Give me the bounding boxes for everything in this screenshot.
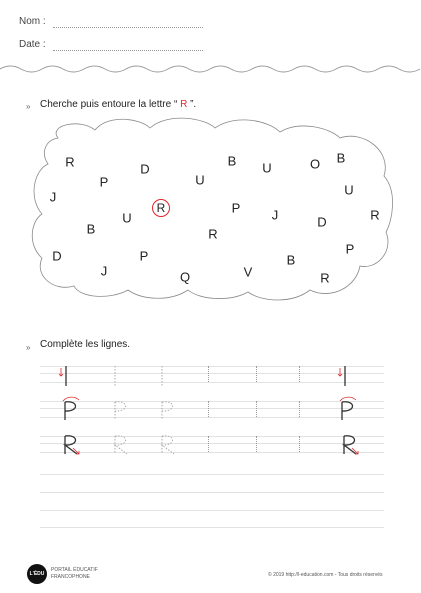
cloud-letter[interactable]: J	[100, 263, 108, 279]
cloud-letter[interactable]: B	[86, 221, 96, 237]
p-model-left	[61, 396, 83, 422]
cloud-letter[interactable]: U	[344, 182, 354, 198]
guide-line	[40, 401, 384, 402]
cloud-letter[interactable]: R	[65, 154, 75, 170]
separator	[299, 401, 301, 417]
cloud-letter[interactable]: B	[336, 150, 346, 166]
instruction-end: ”.	[187, 99, 197, 110]
bullet-icon: »	[26, 102, 31, 111]
cloud-letter[interactable]: U	[122, 210, 132, 226]
r-trace	[111, 432, 135, 458]
separator	[208, 436, 210, 452]
p-trace	[111, 396, 133, 422]
p-trace	[158, 396, 180, 422]
r-model-left	[61, 432, 85, 458]
target-letter: R	[180, 99, 188, 110]
date-label: Date :	[19, 39, 46, 50]
separator	[208, 366, 210, 382]
cloud-letter[interactable]: P	[345, 241, 355, 257]
guide-line	[40, 510, 384, 511]
circled-letter[interactable]: R	[152, 199, 170, 217]
separator	[256, 401, 258, 417]
r-trace	[158, 432, 182, 458]
cloud-letter[interactable]: D	[317, 214, 327, 230]
edu-logo: L'ÉDU	[27, 564, 47, 584]
cloud-letter[interactable]: U	[195, 172, 205, 188]
cloud-letter[interactable]: Q	[179, 269, 191, 285]
cloud-letter[interactable]: P	[139, 248, 149, 264]
stroke-trace	[110, 364, 120, 388]
separator	[256, 366, 258, 382]
guide-line	[40, 408, 384, 409]
cloud-letter[interactable]: J	[49, 189, 57, 205]
cloud-letter[interactable]: O	[309, 156, 321, 172]
guide-line	[40, 382, 384, 383]
portal-line-2: FRANCOPHONE	[51, 574, 90, 580]
separator	[299, 366, 301, 382]
cloud-letter[interactable]: J	[271, 207, 279, 223]
cloud-letter[interactable]: B	[286, 252, 296, 268]
guide-line	[40, 373, 384, 374]
stroke-trace	[157, 364, 167, 388]
cloud-letter[interactable]: R	[208, 226, 218, 242]
name-label: Nom :	[19, 16, 46, 27]
cloud-letter[interactable]: P	[99, 174, 109, 190]
cloud-letter[interactable]: V	[243, 264, 253, 280]
guide-line	[40, 492, 384, 493]
guide-line	[40, 436, 384, 437]
cloud-letter[interactable]: R	[370, 207, 380, 223]
guide-line	[40, 474, 384, 475]
guide-line	[40, 443, 384, 444]
cloud-letter[interactable]: R	[320, 270, 330, 286]
cloud-letter[interactable]: D	[52, 248, 62, 264]
r-model-right	[340, 432, 364, 458]
cloud-letter[interactable]: U	[262, 160, 272, 176]
cloud-letter[interactable]: B	[227, 153, 237, 169]
separator	[256, 436, 258, 452]
p-model-right	[338, 396, 360, 422]
instruction-text: Cherche puis entoure la lettre “	[40, 99, 181, 110]
separator	[208, 401, 210, 417]
exercise2-instruction: Complète les lignes.	[40, 339, 131, 350]
guide-line	[40, 366, 384, 367]
stroke-model-right	[337, 364, 351, 388]
separator	[299, 436, 301, 452]
portal-line-1: PORTAIL ÉDUCATIF	[51, 567, 98, 573]
cloud-letter[interactable]: P	[231, 200, 241, 216]
copyright-text: © 2019 http://l-education.com - Tous droits réservés	[268, 572, 383, 578]
stroke-model-left	[58, 364, 72, 388]
bullet-icon: »	[26, 343, 31, 352]
guide-line	[40, 452, 384, 453]
guide-line	[40, 417, 384, 418]
guide-line	[40, 527, 384, 528]
cloud-letter[interactable]: D	[140, 161, 150, 177]
